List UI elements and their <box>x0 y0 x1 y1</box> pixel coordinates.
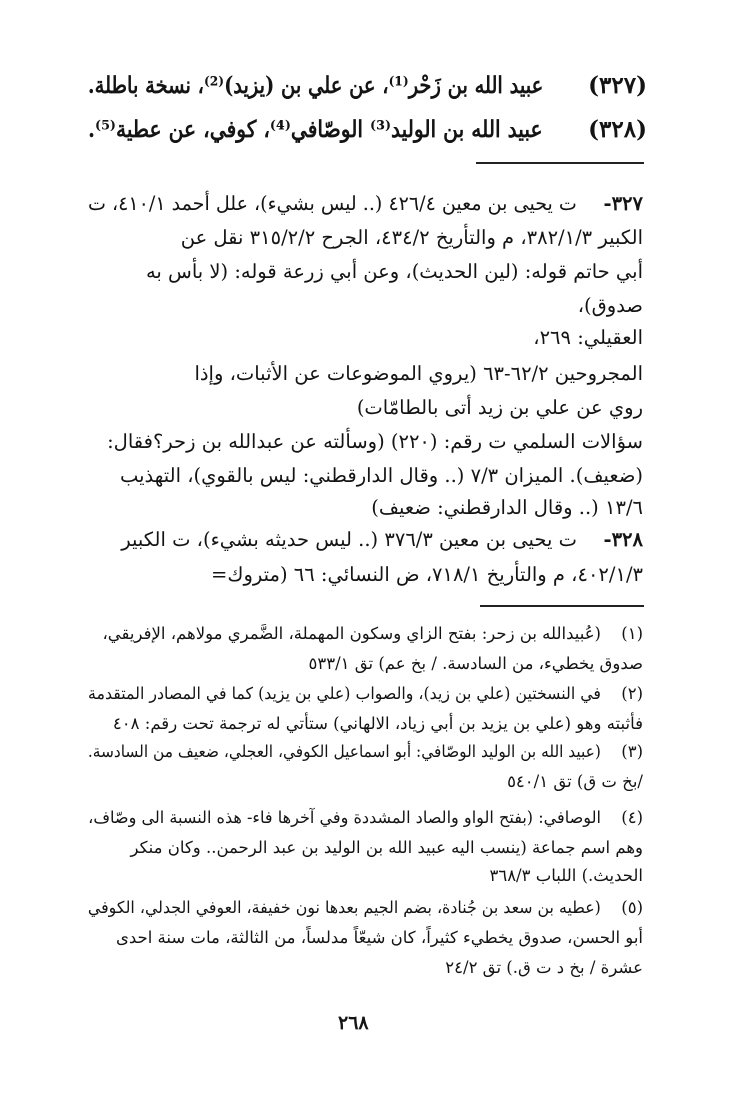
note-line: ٤٠٢/١/٣، م والتأريخ ٧١٨/١، ض النسائي: ٦٦ (متروك= <box>211 563 643 586</box>
note-line: سؤالات السلمي ت رقم: (٢٢٠) (وسألته عن عبدالله بن زحر؟فقال: <box>107 430 643 453</box>
note-line: الكبير ٣٨٢/١/٣، م والتأريخ ٤٣٤/٢، الجرح ٣١٥/٢/٢ نقل عن <box>180 226 643 249</box>
note-line: ١٣/٦ (.. وقال الدارقطني: ضعيف) <box>371 496 643 519</box>
footnote-line: فأثبته وهو (علي بن يزيد بن أبي زياد، الالهاني) ستأتي له ترجمة تحت رقم: ٤٠٨ <box>112 714 643 733</box>
footnote-line: /بخ ت ق) تق ٥٤٠/١ <box>507 772 643 791</box>
separator-rule <box>476 162 644 164</box>
footnote-number: (٣) <box>621 742 643 761</box>
note-line: (ضعيف). الميزان ٧/٣ (.. وقال الدارقطني: ليس بالقوي)، التهذيب <box>119 464 643 487</box>
page-number: ٢٦٨ <box>338 1012 369 1034</box>
note-line: صدوق)، <box>577 294 643 317</box>
entry-number: (٣٢٧) <box>588 72 647 99</box>
entry-number: (٣٢٨) <box>588 116 647 143</box>
separator-rule <box>480 605 644 607</box>
footnote-number: (١) <box>621 624 643 643</box>
footnote-line: (عبيد الله بن الوليد الوصّافي: أبو اسماعيل الكوفي، العجلي، ضعيف من السادسة. <box>87 742 601 761</box>
footnote-line: صدوق يخطيء، من السادسة. / بخ عم) تق ٥٣٣/١ <box>308 654 643 673</box>
footnote-number: (٥) <box>621 898 643 917</box>
note-line: ت يحيى بن معين ٣٧٦/٣ (.. ليس حديثه بشيء)، ت الكبير <box>121 528 577 551</box>
note-label: ٣٢٧- <box>603 192 643 215</box>
note-line: أبي حاتم قوله: (لين الحديث)، وعن أبي زرعة قوله: (لا بأس به <box>145 260 643 283</box>
note-line: روي عن علي بن زيد أتى بالطامّات) <box>356 396 643 419</box>
note-line: العقيلي: ٢٦٩، <box>533 326 643 349</box>
footnote-line: الوصافي: (بفتح الواو والصاد المشددة وفي آخرها فاء- هذه النسبة الى وصّاف، <box>88 808 601 827</box>
footnote-line: أبو الحسن، صدوق يخطيء كثيراً، كان شيعّاً مدلساً، من الثالثة، مات سنة احدى <box>115 928 643 947</box>
note-line: المجروحين ٦٢/٢-٦٣ (يروي الموضوعات عن الأثبات، وإذا <box>194 362 643 385</box>
footnote-line: الحديث.) اللباب ٣٦٨/٣ <box>489 866 643 885</box>
entry-text: عبيد الله بن زَحْر⁽¹⁾، عن علي بن (يزيد)⁽²⁾، نسخة باطلة. <box>87 72 543 99</box>
footnote-number: (٢) <box>621 684 643 703</box>
footnote-line: عشرة / بخ د ت ق.) تق ٢٤/٢ <box>445 958 643 977</box>
footnote-line: (عُبيدالله بن زحر: بفتح الزاي وسكون المهملة، الضَّمري مولاهم، الإفريقي، <box>102 624 601 643</box>
entry-text: عبيد الله بن الوليد⁽³⁾ الوصّافي⁽⁴⁾، كوفي، عن عطية⁽⁵⁾. <box>88 116 543 143</box>
footnote-line: في النسختين (علي بن زيد)، والصواب (علي بن يزيد) كما في المصادر المتقدمة <box>88 684 601 703</box>
footnote-number: (٤) <box>621 808 643 827</box>
note-line: ت يحيى بن معين ٤٢٦/٤ (.. ليس بشيء)، علل أحمد ٤١٠/١، ت <box>88 192 577 215</box>
footnote-line: (عطيه بن سعد بن جُنادة، بضم الجيم بعدها نون خفيفة، العوفي الجدلي، الكوفي <box>88 898 601 917</box>
footnote-line: وهم اسم جماعة (ينسب اليه عبيد الله بن الوليد بن عبد الرحمن.. وكان منكر <box>130 838 643 857</box>
note-label: ٣٢٨- <box>603 528 643 551</box>
